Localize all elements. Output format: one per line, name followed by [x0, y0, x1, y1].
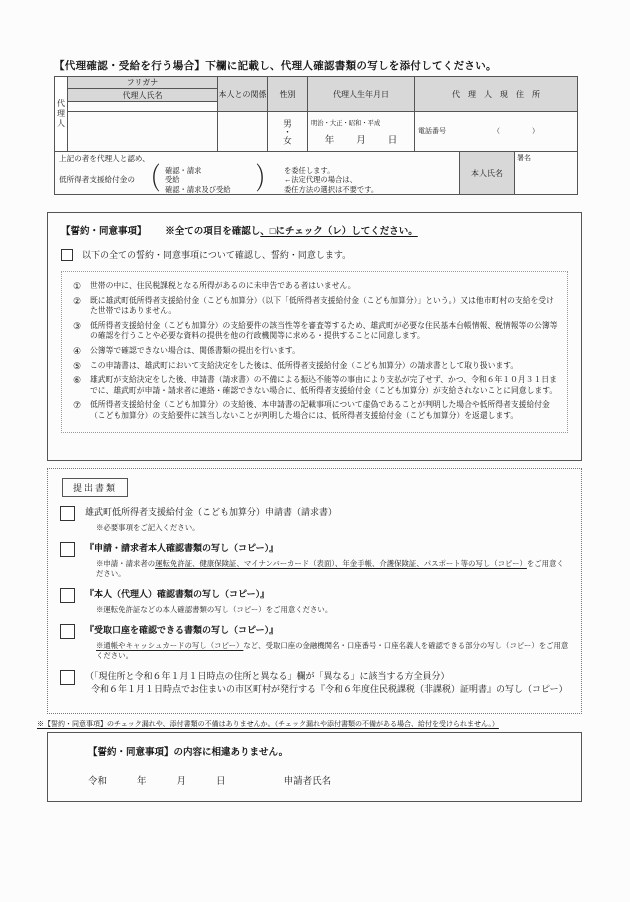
delegation-option-1[interactable]: 確認・請求 — [164, 165, 202, 175]
declaration-date-line — [88, 773, 581, 787]
pledge-master-checkbox[interactable] — [61, 249, 73, 261]
proxy-section-heading: 【代理確認・受給を行う場合】下欄に記載し、代理人確認書類の写しを添付してください。 — [54, 61, 497, 72]
doc-item-tax-certificate — [60, 670, 569, 696]
doc-note: ※通帳やキャッシュカードの写し（コピー）など、受取口座の金融機関名・口座番号・口座名義人を確認できる部分の写し（コピー）をご用意ください。 — [96, 641, 569, 660]
delegation-option-2[interactable]: 受給 — [164, 175, 180, 185]
pledge-item-3 — [70, 321, 559, 342]
legal-proxy-note-1: ←法定代理の場合は、 — [283, 175, 357, 185]
completeness-warning: ※【誓約・同意事項】のチェック漏れや、添付書類の不備はありませんか。（チェック漏れや添付書類の不備がある場合、給付を受けられません。） — [37, 720, 499, 728]
relation-label: 本人との関係 — [218, 77, 268, 112]
pledge-note-plain: ※全ての項目を確認し — [165, 227, 261, 237]
proxy-side-cell — [55, 77, 68, 152]
agent-name-input-cell[interactable] — [68, 112, 218, 152]
item-number: ① — [72, 281, 82, 291]
doc-note: ※必要事項をご記入ください。 — [96, 523, 200, 532]
doc-label: 雄武町低所得者支援給付金（こども加算分）申請書（請求書） — [85, 507, 338, 517]
doc-checkbox-agent-id[interactable] — [60, 588, 75, 603]
doc-checkbox-application[interactable] — [60, 506, 75, 521]
relation-input-cell[interactable] — [218, 112, 268, 152]
item-number: ④ — [72, 345, 82, 356]
item-text: 低所得者支援給付金（こども加算分）の支給要件の該当性等を審査等するため、雄武町が必要な住民基本台帳情報、税情報等の公簿等の確認を行うことや必要な資料の提供を他の行政機関等に求める・提供することに同意します。 — [90, 320, 558, 341]
delegation-text-area — [55, 152, 459, 194]
doc-item-bank-account — [60, 624, 569, 639]
item-number: ⑦ — [72, 400, 82, 411]
item-text: この申請書は、雄武町において支給決定をした後は、低所得者支援給付金（こども加算分）の請求書として取り扱います。 — [90, 360, 519, 370]
furigana-input-cell[interactable] — [68, 102, 218, 112]
signature-label: 署名 — [517, 154, 531, 162]
birthdate-label: 代理人生年月日 — [308, 77, 415, 112]
item-text: 世帯の中に、住民税課税となる所得があるのに未申告である者はいません。 — [90, 281, 356, 290]
year-label: 年 — [137, 777, 147, 787]
furigana-label: フリガナ — [68, 77, 218, 89]
doc-checkbox-bank-account[interactable] — [60, 624, 75, 639]
doc-note: ※申請・請求者の運転免許証、健康保険証、マイナンバーカード（表面）、年金手帳、介護保険証、パスポート等の写し（コピー）をご用意ください。 — [96, 559, 564, 578]
phone-input[interactable]: （ ） — [493, 127, 545, 135]
doc-checkbox-tax-certificate[interactable] — [60, 670, 75, 685]
month-label: 月 — [176, 777, 187, 787]
proxy-side-label: 代理人 — [56, 99, 66, 129]
delegation-prefix: 低所得者支援給付金の — [59, 175, 135, 184]
delegation-line1: 上記の者を代理人と認め、 — [59, 154, 150, 163]
doc-label: 『受取口座を確認できる書類の写し（コピー）』 — [85, 625, 279, 635]
item-text: 雄武町が支給決定をした後、申請書（請求書）の不備による振込不能等の事由により支払が完了せず、かつ、令和６年１０月３１日までに、雄武町が申請・請求者に連絡・確認できない場合に、低所得者支援給付金（こども加算分）が支給されないことに同意します。 — [90, 375, 558, 395]
address-input-cell[interactable] — [415, 112, 578, 152]
delegation-suffix: を委任します。 — [283, 165, 335, 175]
principal-name-label: 本人氏名 — [459, 152, 514, 194]
documents-title: 提出書類 — [62, 478, 128, 497]
item-text: 低所得者支援給付金（こども加算分）の支給後、本申請書の記載事項について虚偽であることが判明した場合や低所得者支援給付金（こども加算分）の支給要件に該当しないことが判明した場合には、低所得者支援給付金（こども加算分）を返還します。 — [90, 400, 550, 420]
legal-proxy-note-2: 委任方法の選択は不要です。 — [283, 184, 379, 194]
item-text: 既に雄武町低所得者支援給付金（こども加算分）（以下「低所得者支援給付金（こども加算分）」という。）又は他市町村の支給を受けた世帯ではありません。 — [90, 295, 554, 316]
doc-note: ※運転免許証などの本人確認書類の写し（コピー）をご用意ください。 — [96, 605, 333, 614]
pledge-item-4 — [70, 346, 559, 357]
pledge-item-5 — [70, 361, 559, 372]
month-label: 月 — [356, 136, 366, 146]
doc-checkbox-applicant-id[interactable] — [60, 542, 75, 557]
item-number: ⑥ — [72, 375, 82, 386]
pledge-items-box — [61, 271, 568, 433]
proxy-table — [54, 76, 578, 195]
day-label: 日 — [216, 777, 226, 787]
doc-label: 『本人（代理人）確認書類の写し（コピー）』 — [85, 589, 270, 599]
doc-label: （「現住所と令和６年１月１日時点の住所と異なる」欄が「異なる」に該当する方全員分） 令和６年１月１日時点でお住まいの市区町村が発行する『令和６年度住民税課税（非課税）証明書』の写し（コピー） — [85, 671, 568, 694]
gender-label: 性別 — [268, 77, 308, 112]
documents-section — [47, 468, 582, 714]
pledge-master-label: 以下の全ての誓約・同意事項について確認し、誓約・同意します。 — [82, 250, 352, 260]
era-label: 令和 — [88, 777, 108, 787]
item-number: ② — [72, 295, 82, 306]
delegation-option-3[interactable]: 確認・請求及び受給 — [164, 184, 231, 194]
address-label: 代理人現住所 — [415, 77, 578, 112]
declaration-statement: 【誓約・同意事項】の内容に相違ありません。 — [88, 748, 289, 758]
doc-item-application — [60, 506, 569, 521]
day-label: 日 — [387, 136, 398, 146]
item-text: 公簿等で確認できない場合は、関係書類の提出を行います。 — [90, 345, 300, 355]
brace-right: ） — [255, 163, 277, 195]
birthdate-input-cell[interactable] — [308, 112, 415, 152]
era-options[interactable]: 明治・大正・昭和・平成 — [311, 120, 381, 127]
brace-left: （ — [139, 163, 161, 195]
agent-name-label: 代理人氏名 — [68, 89, 218, 102]
declaration-section — [47, 732, 582, 802]
doc-item-agent-id — [60, 588, 569, 603]
applicant-name-label: 申請者氏名 — [283, 777, 332, 787]
gender-option-cell[interactable] — [268, 112, 308, 152]
pledge-item-6 — [70, 375, 559, 396]
item-number: ⑤ — [72, 360, 82, 371]
signature-input-cell[interactable] — [514, 152, 577, 194]
pledge-section — [47, 212, 582, 461]
pledge-title: 【誓約・同意事項】 — [61, 227, 147, 237]
item-number: ③ — [72, 320, 82, 331]
pledge-title-line — [61, 223, 568, 237]
pledge-item-7 — [70, 400, 559, 421]
phone-label: 電話番号 — [418, 127, 446, 135]
year-label: 年 — [324, 136, 335, 146]
birthdate-fields[interactable] — [308, 132, 414, 146]
pledge-note-underlined: 、□にチェック（レ）してください。 — [260, 227, 418, 237]
pledge-item-1 — [70, 281, 559, 292]
doc-item-applicant-id — [60, 542, 569, 557]
doc-label: 『申請・請求者本人確認書類の写し（コピー）』 — [85, 543, 279, 553]
gender-options[interactable]: 男・女 — [282, 118, 293, 145]
delegation-row — [55, 152, 578, 195]
pledge-item-2 — [70, 296, 559, 317]
